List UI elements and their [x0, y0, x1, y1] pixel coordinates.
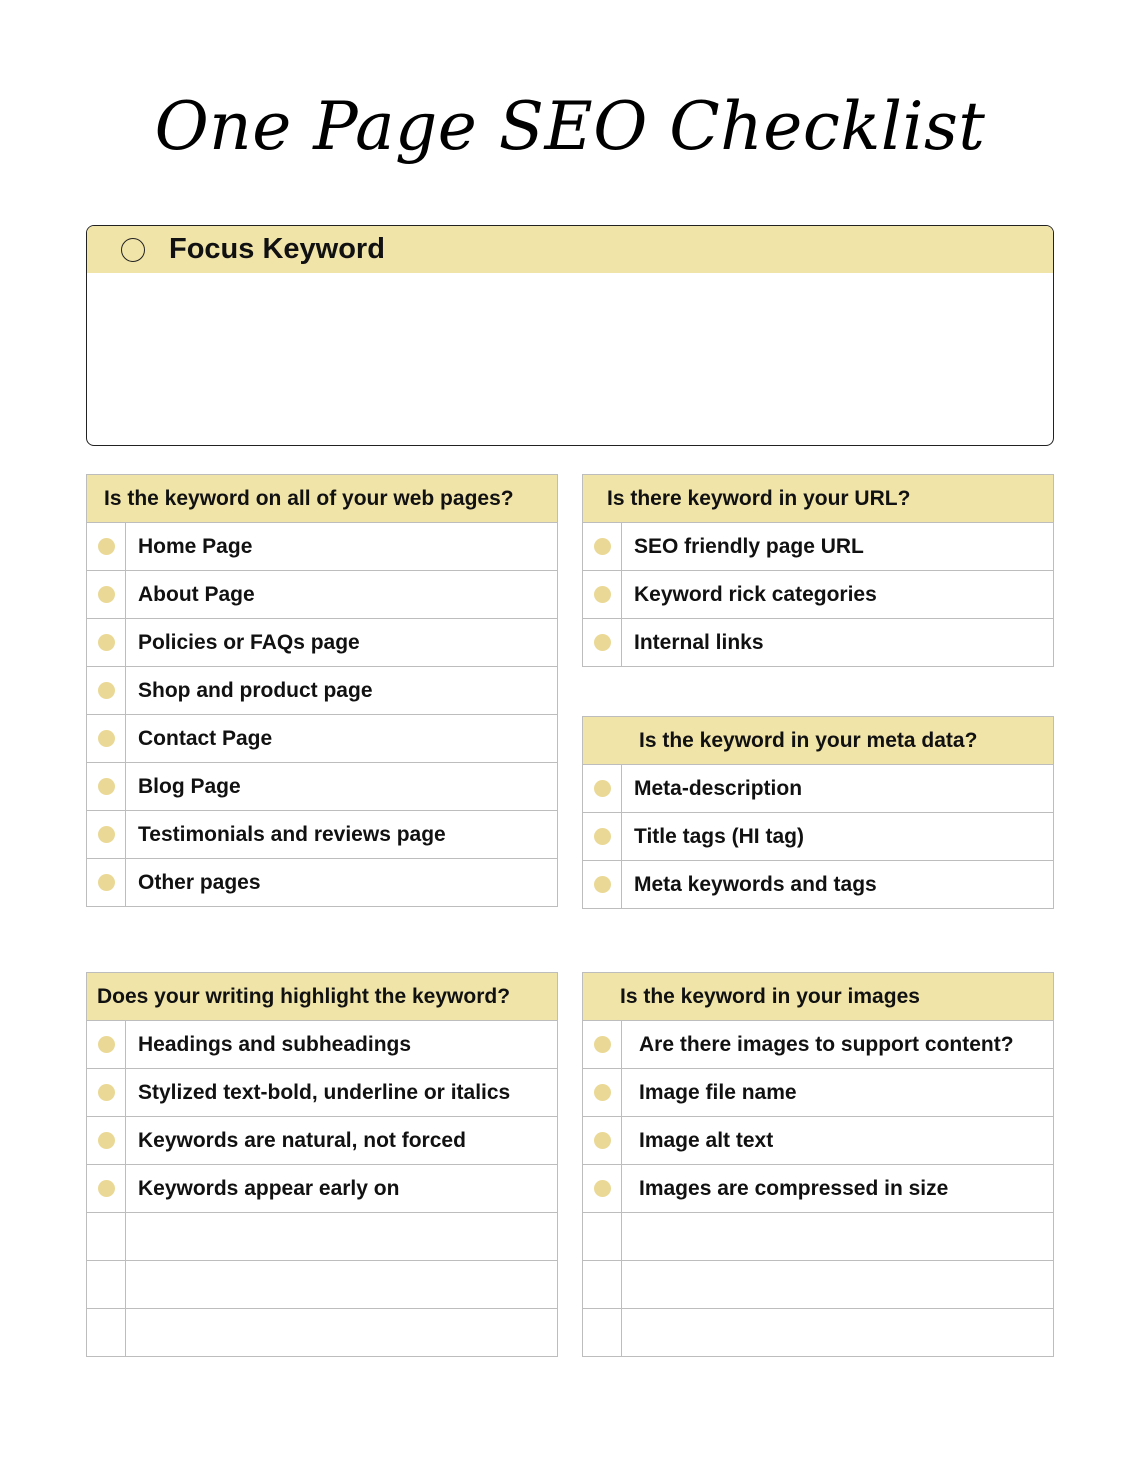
bullet-icon[interactable] — [98, 874, 115, 891]
checkbox-cell[interactable] — [87, 715, 126, 763]
checkbox-cell[interactable] — [583, 1165, 622, 1213]
table-row — [583, 813, 1054, 861]
item-label: Contact Page — [126, 715, 558, 763]
checkbox-cell[interactable] — [583, 1117, 622, 1165]
table-row — [583, 571, 1054, 619]
table-row-empty — [583, 1213, 1054, 1261]
bullet-icon[interactable] — [594, 586, 611, 603]
bullet-icon[interactable] — [98, 1036, 115, 1053]
web-pages-heading: Is the keyword on all of your web pages? — [87, 475, 558, 523]
images-heading: Is the keyword in your images — [583, 973, 1054, 1021]
table-row — [583, 1165, 1054, 1213]
bullet-icon[interactable] — [98, 1180, 115, 1197]
url-heading: Is there keyword in your URL? — [583, 475, 1054, 523]
empty-cell[interactable] — [126, 1213, 558, 1261]
web-pages-checklist — [86, 474, 558, 907]
page-title: One Page SEO Checklist — [154, 88, 986, 165]
meta-data-checklist — [582, 716, 1054, 909]
item-label: Image alt text — [622, 1117, 1054, 1165]
empty-cell[interactable] — [126, 1261, 558, 1309]
checkbox-cell[interactable] — [87, 571, 126, 619]
table-row-empty — [87, 1213, 558, 1261]
empty-cell[interactable] — [622, 1261, 1054, 1309]
table-row — [583, 619, 1054, 667]
table-row — [87, 571, 558, 619]
item-label: SEO friendly page URL — [622, 523, 1054, 571]
checkbox-cell[interactable] — [87, 667, 126, 715]
bullet-icon[interactable] — [98, 1132, 115, 1149]
empty-cell[interactable] — [87, 1261, 126, 1309]
bullet-icon[interactable] — [594, 1180, 611, 1197]
item-label: Internal links — [622, 619, 1054, 667]
bullet-icon[interactable] — [98, 778, 115, 795]
bullet-icon[interactable] — [594, 828, 611, 845]
table-row — [87, 859, 558, 907]
checkbox-cell[interactable] — [87, 763, 126, 811]
item-label: Images are compressed in size — [622, 1165, 1054, 1213]
bullet-icon[interactable] — [594, 780, 611, 797]
table-row — [87, 1021, 558, 1069]
writing-heading: Does your writing highlight the keyword? — [87, 973, 558, 1021]
focus-keyword-input-area[interactable] — [87, 273, 1053, 445]
focus-keyword-checkbox[interactable] — [121, 238, 145, 262]
item-label: Stylized text-bold, underline or italics — [126, 1069, 558, 1117]
focus-keyword-box — [86, 225, 1054, 446]
checkbox-cell[interactable] — [583, 619, 622, 667]
item-label: Other pages — [126, 859, 558, 907]
table-row — [583, 765, 1054, 813]
item-label: Image file name — [622, 1069, 1054, 1117]
table-row — [87, 619, 558, 667]
empty-cell[interactable] — [87, 1213, 126, 1261]
table-row-empty — [583, 1261, 1054, 1309]
writing-checklist — [86, 972, 558, 1357]
bullet-icon[interactable] — [594, 1132, 611, 1149]
focus-keyword-header — [87, 226, 1053, 273]
checkbox-cell[interactable] — [583, 571, 622, 619]
item-label: Headings and subheadings — [126, 1021, 558, 1069]
checkbox-cell[interactable] — [583, 523, 622, 571]
bullet-icon[interactable] — [594, 538, 611, 555]
empty-cell[interactable] — [87, 1309, 126, 1357]
bullet-icon[interactable] — [594, 634, 611, 651]
meta-heading: Is the keyword in your meta data? — [583, 717, 1054, 765]
table-row — [87, 715, 558, 763]
empty-cell[interactable] — [583, 1213, 622, 1261]
item-label: Meta keywords and tags — [622, 861, 1054, 909]
table-row — [583, 523, 1054, 571]
table-row-empty — [87, 1261, 558, 1309]
bullet-icon[interactable] — [98, 682, 115, 699]
table-row — [583, 1117, 1054, 1165]
checkbox-cell[interactable] — [583, 1021, 622, 1069]
checkbox-cell[interactable] — [87, 859, 126, 907]
table-row — [87, 523, 558, 571]
bullet-icon[interactable] — [98, 730, 115, 747]
table-row — [583, 1021, 1054, 1069]
checkbox-cell[interactable] — [87, 619, 126, 667]
item-label: About Page — [126, 571, 558, 619]
checkbox-cell[interactable] — [87, 1069, 126, 1117]
item-label: Keywords appear early on — [126, 1165, 558, 1213]
checkbox-cell[interactable] — [583, 861, 622, 909]
item-label: Keyword rick categories — [622, 571, 1054, 619]
bullet-icon[interactable] — [594, 1084, 611, 1101]
table-row — [87, 811, 558, 859]
table-row — [583, 1069, 1054, 1117]
table-row — [87, 667, 558, 715]
url-checklist — [582, 474, 1054, 667]
item-label: Title tags (HI tag) — [622, 813, 1054, 861]
bullet-icon[interactable] — [594, 876, 611, 893]
table-row — [87, 1069, 558, 1117]
bullet-icon[interactable] — [98, 586, 115, 603]
empty-cell[interactable] — [583, 1261, 622, 1309]
bullet-icon[interactable] — [594, 1036, 611, 1053]
item-label: Meta-description — [622, 765, 1054, 813]
table-row — [583, 861, 1054, 909]
table-row-empty — [87, 1309, 558, 1357]
table-row — [87, 1165, 558, 1213]
table-row — [87, 1117, 558, 1165]
item-label: Testimonials and reviews page — [126, 811, 558, 859]
checkbox-cell[interactable] — [583, 1069, 622, 1117]
empty-cell[interactable] — [583, 1309, 622, 1357]
bullet-icon[interactable] — [98, 634, 115, 651]
empty-cell[interactable] — [126, 1309, 558, 1357]
empty-cell[interactable] — [622, 1309, 1054, 1357]
item-label: Home Page — [126, 523, 558, 571]
item-label: Policies or FAQs page — [126, 619, 558, 667]
bullet-icon[interactable] — [98, 538, 115, 555]
item-label: Shop and product page — [126, 667, 558, 715]
checkbox-cell[interactable] — [87, 1021, 126, 1069]
item-label: Keywords are natural, not forced — [126, 1117, 558, 1165]
checkbox-cell[interactable] — [583, 813, 622, 861]
focus-keyword-label: Focus Keyword — [169, 233, 385, 265]
checkbox-cell[interactable] — [87, 811, 126, 859]
checkbox-cell[interactable] — [583, 765, 622, 813]
checkbox-cell[interactable] — [87, 523, 126, 571]
bullet-icon[interactable] — [98, 1084, 115, 1101]
checkbox-cell[interactable] — [87, 1117, 126, 1165]
checkbox-cell[interactable] — [87, 1165, 126, 1213]
item-label: Are there images to support content? — [622, 1021, 1054, 1069]
bullet-icon[interactable] — [98, 826, 115, 843]
images-checklist — [582, 972, 1054, 1357]
table-row — [87, 763, 558, 811]
table-row-empty — [583, 1309, 1054, 1357]
item-label: Blog Page — [126, 763, 558, 811]
empty-cell[interactable] — [622, 1213, 1054, 1261]
